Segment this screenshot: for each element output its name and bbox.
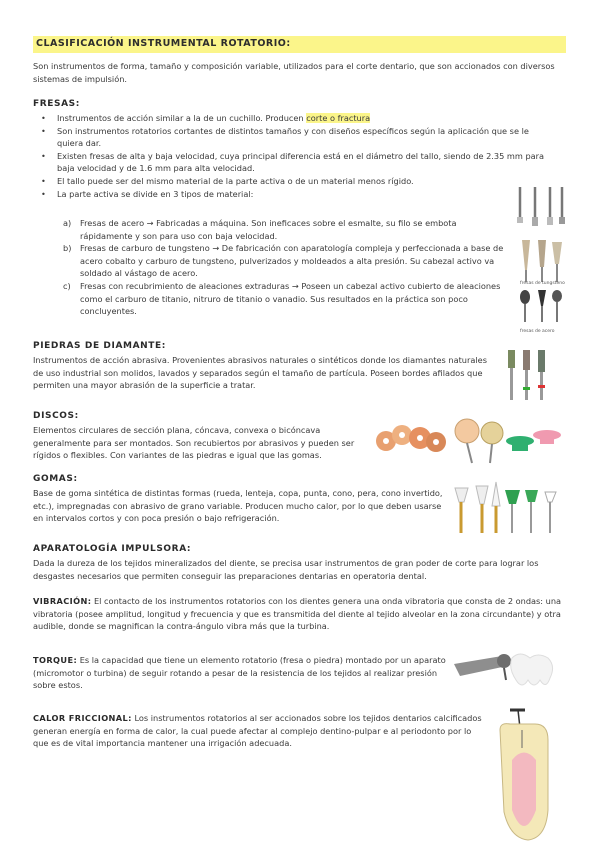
piedras-paragraph: Instrumentos de acción abrasiva. Provenientes abrasivos naturales o sintéticos donde los diamantes naturales de uso industrial son molidos, lavados y separados según el tamaño de partícula. Poseen bordes afilados que permiten una mayor abrasión de la superficie a tratar. — [33, 355, 487, 391]
intro-paragraph: Son instrumentos de forma, tamaño y composición variable, utilizados para el corte dentario, que son accionados con diversos sistemas de impulsión. — [33, 61, 555, 84]
rubber-cups-image — [450, 478, 570, 538]
sub-item-a: a) Fresas de acero → Fabricadas a máquina. Son ineficaces sobre el esmalte, su filo se embota rápidamente y son para uso con baja velocidad. — [63, 218, 457, 241]
gomas-paragraph: Base de goma sintética de distintas formas (rueda, lenteja, copa, punta, cono, pera, cono invertido, etc.), impregnadas con abrasivo de grano variable. Producen mucho calor, por lo que deben usarse en intervalos cortos y con poca presión o bajo refrigeración. — [33, 488, 443, 524]
discos-paragraph: Elementos circulares de sección plana, cóncava, convexa o bicóncava generalmente para ser montados. Son recubiertos por abrasivos y pueden ser rígidos o flexibles. Con variantes de las piedras e igual que las gomas. — [33, 425, 355, 461]
handpiece-tooth-image — [452, 644, 562, 694]
list-item: • Existen fresas de alta y baja velocidad, cuya principal diferencia está en el diámetro del tallo, siendo de 2.35 mm para baja velocidad y de 1.6 mm para alta velocidad. — [33, 150, 557, 175]
vibracion-paragraph: VIBRACIÓN: El contacto de los instrumentos rotatorios con los dientes genera una onda vibratoria que consta de 2 ondas: una vibratoria (posee amplitud, longitud y frecuencia y que es transmitida del diente al tejido alveolar en la zona circundante) y otra audible, donde se magnifican la contra-ángulo vibra más que la turbina. — [33, 596, 562, 632]
piedras-heading: PIEDRAS DE DIAMANTE: — [33, 341, 166, 351]
diamond-stones-image — [500, 345, 560, 403]
burs-image — [510, 182, 570, 332]
caption-tungsteno: fresas de tungsteno — [520, 281, 565, 286]
aparatologia-heading: APARATOLOGÍA IMPULSORA: — [33, 544, 192, 554]
calor-heading: CALOR FRICCIONAL: — [33, 713, 132, 723]
list-item: • Instrumentos de acción similar a la de un cuchillo. Producen corte o fractura — [33, 112, 527, 125]
tooth-section-image — [490, 700, 565, 845]
fresas-heading: FRESAS: — [33, 99, 80, 109]
discos-heading: DISCOS: — [33, 411, 79, 421]
calor-paragraph: CALOR FRICCIONAL: Los instrumentos rotatorios al ser accionados sobre los tejidos dentarios calcificados generan energía en forma de calor, la cual puede afectar al complejo dentino-pulpar e al periodonto por lo que es de vital importancia mantener una irrigación adecuada. — [33, 713, 482, 749]
sub-item-c: c) Fresas con recubrimiento de aleaciones extraduras → Poseen un cabezal activo cubierto de aleaciones como el carburo de titanio, nitruro de titanio o vanadio. Sus resultados en la práctica son poco concluyentes. — [63, 280, 501, 317]
caption-acero: fresas de acero — [520, 329, 555, 334]
torque-heading: TORQUE: — [33, 655, 78, 665]
list-item: • La parte activa se divide en 3 tipos de material: — [33, 188, 477, 201]
fresas-sublist — [33, 217, 511, 318]
list-item: • Son instrumentos rotatorios cortantes de distintos tamaños y con diseños específicos según la aplicación que se le quiera dar. — [33, 125, 557, 150]
vibracion-heading: VIBRACIÓN: — [33, 596, 92, 606]
fresas-list — [33, 112, 566, 200]
discs-image — [372, 413, 572, 468]
highlighted-text: corte o fractura — [306, 113, 371, 123]
aparatologia-paragraph: Dada la dureza de los tejidos mineralizados del diente, se precisa usar instrumentos de gran poder de corte para lograr los desgastes necesarios que permiten conseguir las preparaciones dentarias en operatoria dental. — [33, 558, 539, 581]
torque-paragraph: TORQUE: Es la capacidad que tiene un elemento rotatorio (fresa o piedra) montado por un aparato (micromotor o turbina) de seguir rotando a pesar de la resistencia de los tejidos al realizar presión sobre estos. — [33, 655, 446, 691]
page-title: CLASIFICACIÓN INSTRUMENTAL ROTATORIO: — [36, 38, 291, 49]
gomas-heading: GOMAS: — [33, 474, 78, 484]
sub-item-b: b) Fresas de carburo de tungsteno → De fabricación con aparatología compleja y perfeccionada a base de acero cobalto y carburo de tungsteno, pulverizados y moldeados a alta presión. Su cabezal activo va soldado al vástago de acero. — [63, 243, 504, 279]
list-item: • El tallo puede ser del mismo material de la parte activa o de un material menos rígido. — [33, 175, 477, 188]
